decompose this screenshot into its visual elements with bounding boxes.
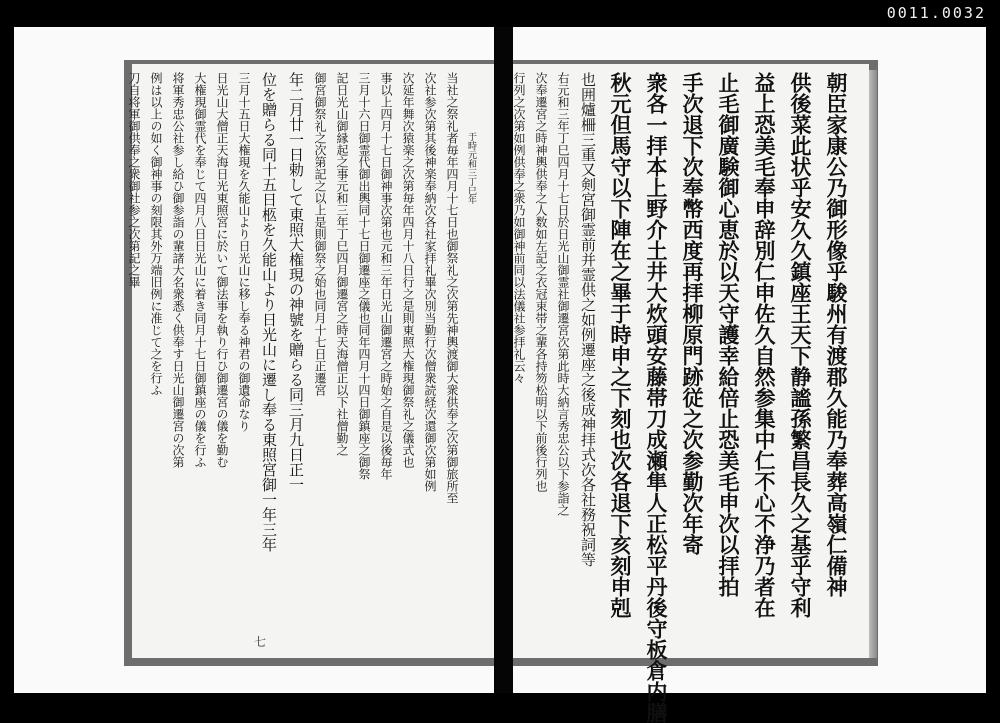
text-column: 行列之次第如例供奉之衆乃如御神前同以法儀社参拝礼云々 <box>512 72 526 384</box>
text-column: 年二月廿一日勅して東照大権現の神號を贈らる同三月九日正一 <box>287 72 305 492</box>
text-column: 衆各一拝本上野介土井大炊頭安藤帯刀成瀬隼人正松平丹後守板倉内膳 <box>644 72 669 723</box>
left-page <box>127 64 494 658</box>
text-column: 次社参次第其後神楽奉納次各社家拝礼畢次別当勤行次僧衆読経次還御次第如例 <box>423 72 437 492</box>
text-column: 右元和三年丁巳四月十七日於日光山御霊社御遷宮次第此時大納言秀忠公以下参詣之 <box>556 72 570 516</box>
text-column: 事以上四月十七日御神事次第也元和三年日光山御遷宮之時始之自是以後毎年 <box>379 72 393 480</box>
page-number-mark: 七 <box>254 635 267 649</box>
text-column: 手次退下次奉幣西度再拝柳原門跡従之次参勤次年寄 <box>680 72 705 555</box>
text-column: 秋元但馬守以下陣在之畢于時申之下刻也次各退下亥刻申剋 <box>608 72 633 618</box>
text-column: 将軍秀忠公社参し給ひ御参詣の輩諸大名衆悉く供奉す日光山御遷宮の次第 <box>171 72 185 468</box>
text-column: 益上恐美毛奉申辞別仁申佐久自然参集中仁不心不浄乃者在 <box>752 72 777 618</box>
text-column: 止毛御廣験御心恵於以天守護幸給倍止恐美毛申次以拝拍 <box>716 72 741 597</box>
text-column: 位を贈らる同十五日柩を久能山より日光山に遷し奉る東照宮御一年三年 <box>260 72 278 552</box>
book-fore-edge <box>869 70 877 658</box>
text-column: 于時元和三丁巳年 <box>466 132 476 204</box>
text-column: 朝臣家康公乃御形像乎駿州有渡郡久能乃奉葬高嶺仁備神 <box>824 72 849 597</box>
right-page <box>512 64 869 723</box>
text-column: 次奉遷宮之時神輿供奉之人数如左記之衣冠束帯之輩各持笏松明以下前後行列也 <box>534 72 548 492</box>
text-column: 記日光山御縁起之事元和三年丁巳四月御遷宮之時天海僧正以下社僧勤之 <box>335 72 349 456</box>
text-column: 次延年舞次猿楽之次第毎年四月十八日行之是則東照大権現御祭礼之儀式也 <box>401 72 415 468</box>
text-column: 例は以上の如く御神事の刻限其外万端旧例に准じて之を行ふ <box>149 72 163 396</box>
microfilm-frame-number: 0011.0032 <box>886 4 986 22</box>
text-column: 大権現御霊代を奉じて四月八日日光山に着き同月十七日御鎮座の儀を行ふ <box>193 72 207 468</box>
text-column: 三月十五日大権現を久能山より日光山に移し奉る神君の御遺命なり <box>237 72 251 432</box>
text-column: 刀自将軍御供奉之衆御社参之次第記之畢 <box>127 72 141 288</box>
right-page-text <box>512 64 851 723</box>
text-column: 也囲爐柵三重又剣宮御霊前并霊供之如例遷座之後成神拝式次各社務祝詞等 <box>579 72 597 567</box>
text-column: 当社之祭礼者毎年四月十七日也御祭礼之次第先神輿渡御大衆供奉之次第御旅所至 <box>445 72 459 504</box>
text-column: 御宮御祭礼之次第記之以上是則御祭之始也同月十七日正遷宮 <box>313 72 327 396</box>
left-page-text <box>127 64 478 658</box>
text-column: 供後菜此状乎安久久鎮座王天下静謐孫繁昌長久之基乎守利 <box>788 72 813 618</box>
text-column: 日光山大僧正天海日光東照宮に於いて御法事を執り行ひ御遷宮の儀を勤む <box>215 72 229 468</box>
text-column: 三月十六日御霊代御出輿同十七日御遷座之儀也同年四月十四日御鎮座之御祭 <box>357 72 371 480</box>
